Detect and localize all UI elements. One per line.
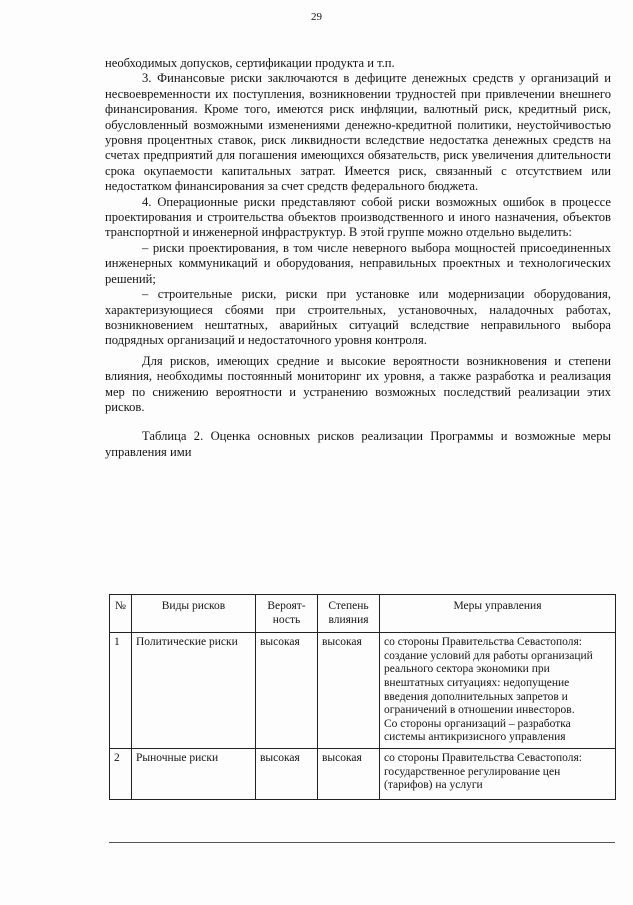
header-risk-type: Виды рисков xyxy=(132,595,256,633)
cell-risk-type: Рыночные риски xyxy=(132,748,256,799)
measures-text: со стороны Правительства Севастополя: создание условий для работы организаций реального сектора экономики при внештатных ситуациях: недопущение введения дополнительных запретов и ограничений в отношении инвесторов. xyxy=(384,636,593,717)
header-probability: Вероят-ность xyxy=(256,595,318,633)
list-item: – риски проектирования, в том числе неверного выбора мощностей присоединенных инженерных коммуникаций и оборудования, неправильных проектных и технологических решений; xyxy=(105,240,611,286)
cell-num: 1 xyxy=(110,633,132,749)
cell-impact: высокая xyxy=(318,748,380,799)
cell-impact: высокая xyxy=(318,633,380,749)
cell-num: 2 xyxy=(110,748,132,799)
paragraph: Для рисков, имеющих средние и высокие вероятности возникновения и степени влияния, необходимы постоянный мониторинг их уровня, а также разработка и реализация мер по снижению вероятности и устранению возможных последствий реализации этих рисков. xyxy=(105,353,611,414)
cell-probability: высокая xyxy=(256,748,318,799)
header-measures: Меры управления xyxy=(380,595,616,633)
paragraph: 4. Операционные риски представляют собой риски возможных ошибок в процессе проектирования и строительства объектов производственного и иного назначения, объектов транспортной и инженерной инфраструктур. В этой группе можно отдельно выделить: xyxy=(105,194,611,240)
table-row xyxy=(110,748,616,799)
header-impact: Степень влияния xyxy=(318,595,380,633)
paragraph: необходимых допусков, сертификации продукта и т.п. xyxy=(105,56,395,70)
table-row xyxy=(110,633,616,749)
header-num: № xyxy=(110,595,132,633)
paragraph: 3. Финансовые риски заключаются в дефиците денежных средств у организаций и несвоевременности их поступления, возникновении трудностей при привлечении внешнего финансирования. Кроме того, имеются риск инфляции, валютный риск, кредитный риск, обусловленный возможными изменениями денежно-кредитной политики, неустойчивостью уровня процентных ставок, риск ликвидности вследствие недостатка денежных средств на счетах предприятий для погашения имеющихся обязательств, риск увеличения длительности срока окупаемости капитальных затрат. Имеется риск, связанный с отсутствием или недостатком финансирования за счет средств федерального бюджета. xyxy=(105,71,611,194)
cell-measures: со стороны Правительства Севастополя: государственное регулирование цен (тарифов) на услуги xyxy=(380,748,616,799)
page-number: 29 xyxy=(311,11,322,23)
cell-risk-type: Политические риски xyxy=(132,633,256,749)
list-item: – строительные риски, риски при установке или модернизации оборудования, характеризующиеся сбоями при строительных, установочных, наладочных работах, возникновением нештатных, аварийных ситуаций вследствие неправильного выбора подрядных организаций и недостаточного уровня контроля. xyxy=(105,287,611,348)
cell-measures xyxy=(380,633,616,749)
body-text xyxy=(105,56,611,460)
risk-table xyxy=(109,594,616,800)
table-bottom-edge xyxy=(109,842,615,843)
table-caption: Таблица 2. Оценка основных рисков реализации Программы и возможные меры управления ими xyxy=(105,429,611,459)
measures-text-extra: Со стороны организаций – разработка системы антикризисного управления xyxy=(384,717,571,744)
table-header-row xyxy=(110,595,616,633)
cell-probability: высокая xyxy=(256,633,318,749)
